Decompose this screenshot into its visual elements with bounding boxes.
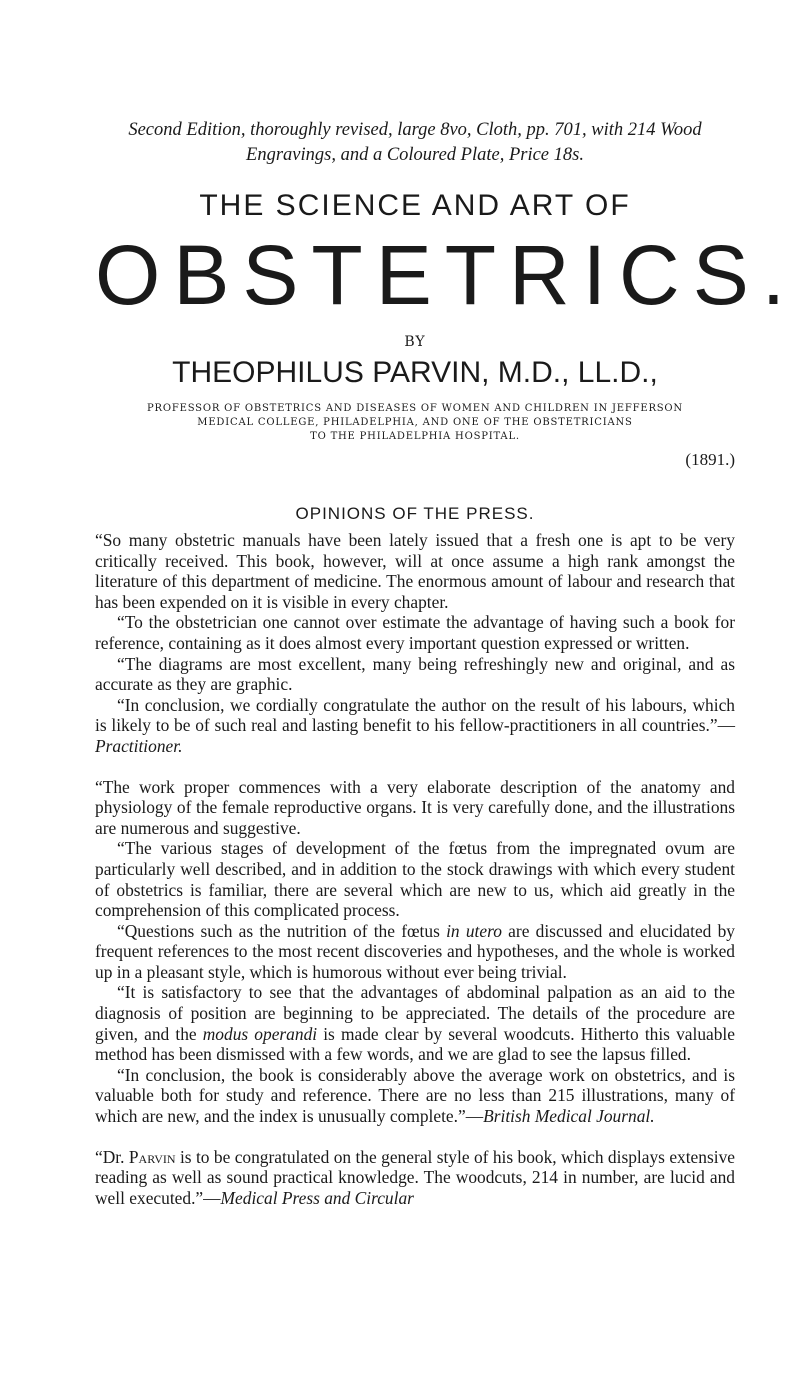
review-paragraph: “The various stages of development of the fœtus from the impregnated ovum are particularly well described, and in addition to the stock drawings with which every student of obstetrics is familiar, there are several which are new to us, which aid greatly in the comprehension of this complicated process. xyxy=(95,838,735,921)
author-affiliation xyxy=(95,402,735,444)
review-source: Medical Press and Circular xyxy=(220,1187,414,1208)
review-text: “It is satisfactory to see that the advantages of abdominal palpation as an aid to the diagnosis of position are beginning to be appreciated. The details of the procedure are given, and the xyxy=(95,982,735,1044)
opinions-heading: OPINIONS OF THE PRESS. xyxy=(295,504,535,523)
review-text: is made clear by several woodcuts. Hitherto this valuable method has been dismissed with a few words, and we are glad to see the lapsus filled. xyxy=(95,1023,735,1065)
review-paragraph xyxy=(95,1147,735,1209)
review-text: is to be congratulated on the general style of his book, which displays extensive reading as well as sound practical knowledge. The woodcuts, 214 in number, are lucid and well executed.”— xyxy=(95,1146,735,1208)
review-medical-press xyxy=(95,1147,735,1209)
edition-line: Second Edition, thoroughly revised, large 8vo, Cloth, pp. 701, with 214 Wood Engravings, and a Coloured Plate, Price 18s. xyxy=(128,120,702,165)
review-paragraph xyxy=(95,982,735,1064)
review-text: “Dr. xyxy=(95,1146,129,1167)
publication-year: (1891.) xyxy=(685,450,735,469)
review-source: British Medical Journal. xyxy=(483,1106,655,1127)
author-name: THEOPHILUS PARVIN, M.D., LL.D., xyxy=(172,356,658,389)
affiliation-line: MEDICAL COLLEGE, PHILADELPHIA, AND ONE OF THE OBSTETRICIANS xyxy=(197,417,633,428)
review-paragraph xyxy=(95,921,735,983)
review-paragraph xyxy=(95,695,735,757)
review-paragraph: “The diagrams are most excellent, many being refreshingly new and original, and as accurate as they are graphic. xyxy=(95,653,735,695)
review-paragraph: “The work proper commences with a very elaborate description of the anatomy and physiology of the female reproductive organs. It is very carefully done, and the illustrations are numerous and suggestive. xyxy=(95,776,735,838)
by-label: BY xyxy=(404,334,426,350)
review-text: “In conclusion, the book is considerably above the average work on obstetrics, and is valuable both for study and reference. There are no less than 215 illustrations, many of which are new, and the index is unusually complete.”— xyxy=(95,1064,735,1127)
review-text: are discussed and elucidated by frequent references to the most recent discoveries and hypotheses, and the whole is worked up in a pleasant style, which is humorous without ever being trivial. xyxy=(95,920,735,982)
review-text: “Questions such as the nutrition of the fœtus xyxy=(117,920,447,941)
review-text: “In conclusion, we cordially congratulate the author on the result of his labours, which is likely to be of such real and lasting benefit to his fellow-practitioners in all countries.”— xyxy=(95,694,735,736)
review-source: Practitioner. xyxy=(95,735,183,756)
review-paragraph: “To the obstetrician one cannot over estimate the advantage of having such a book for reference, containing as it does almost every important question expressed or written. xyxy=(95,612,735,653)
title-prefix: THE SCIENCE AND ART OF xyxy=(199,189,631,222)
review-paragraph xyxy=(95,1065,735,1127)
author-surname: Parvin xyxy=(128,1146,176,1167)
latin-phrase: in utero xyxy=(446,920,502,941)
book-title: OBSTETRICS. xyxy=(95,228,799,322)
latin-phrase: modus operandi xyxy=(202,1023,318,1044)
review-paragraph: “So many obstetric manuals have been lately issued that a fresh one is apt to be very critically received. This book, however, will at once assume a high rank amongst the literature of this department of medicine. The enormous amount of labour and research that has been expended on it is visible in every chapter. xyxy=(95,530,735,612)
affiliation-line: TO THE PHILADELPHIA HOSPITAL. xyxy=(310,431,520,442)
affiliation-line: PROFESSOR OF OBSTETRICS AND DISEASES OF WOMEN AND CHILDREN IN JEFFERSON xyxy=(147,403,683,414)
review-practitioner xyxy=(95,530,735,757)
review-british-medical-journal xyxy=(95,777,735,1127)
